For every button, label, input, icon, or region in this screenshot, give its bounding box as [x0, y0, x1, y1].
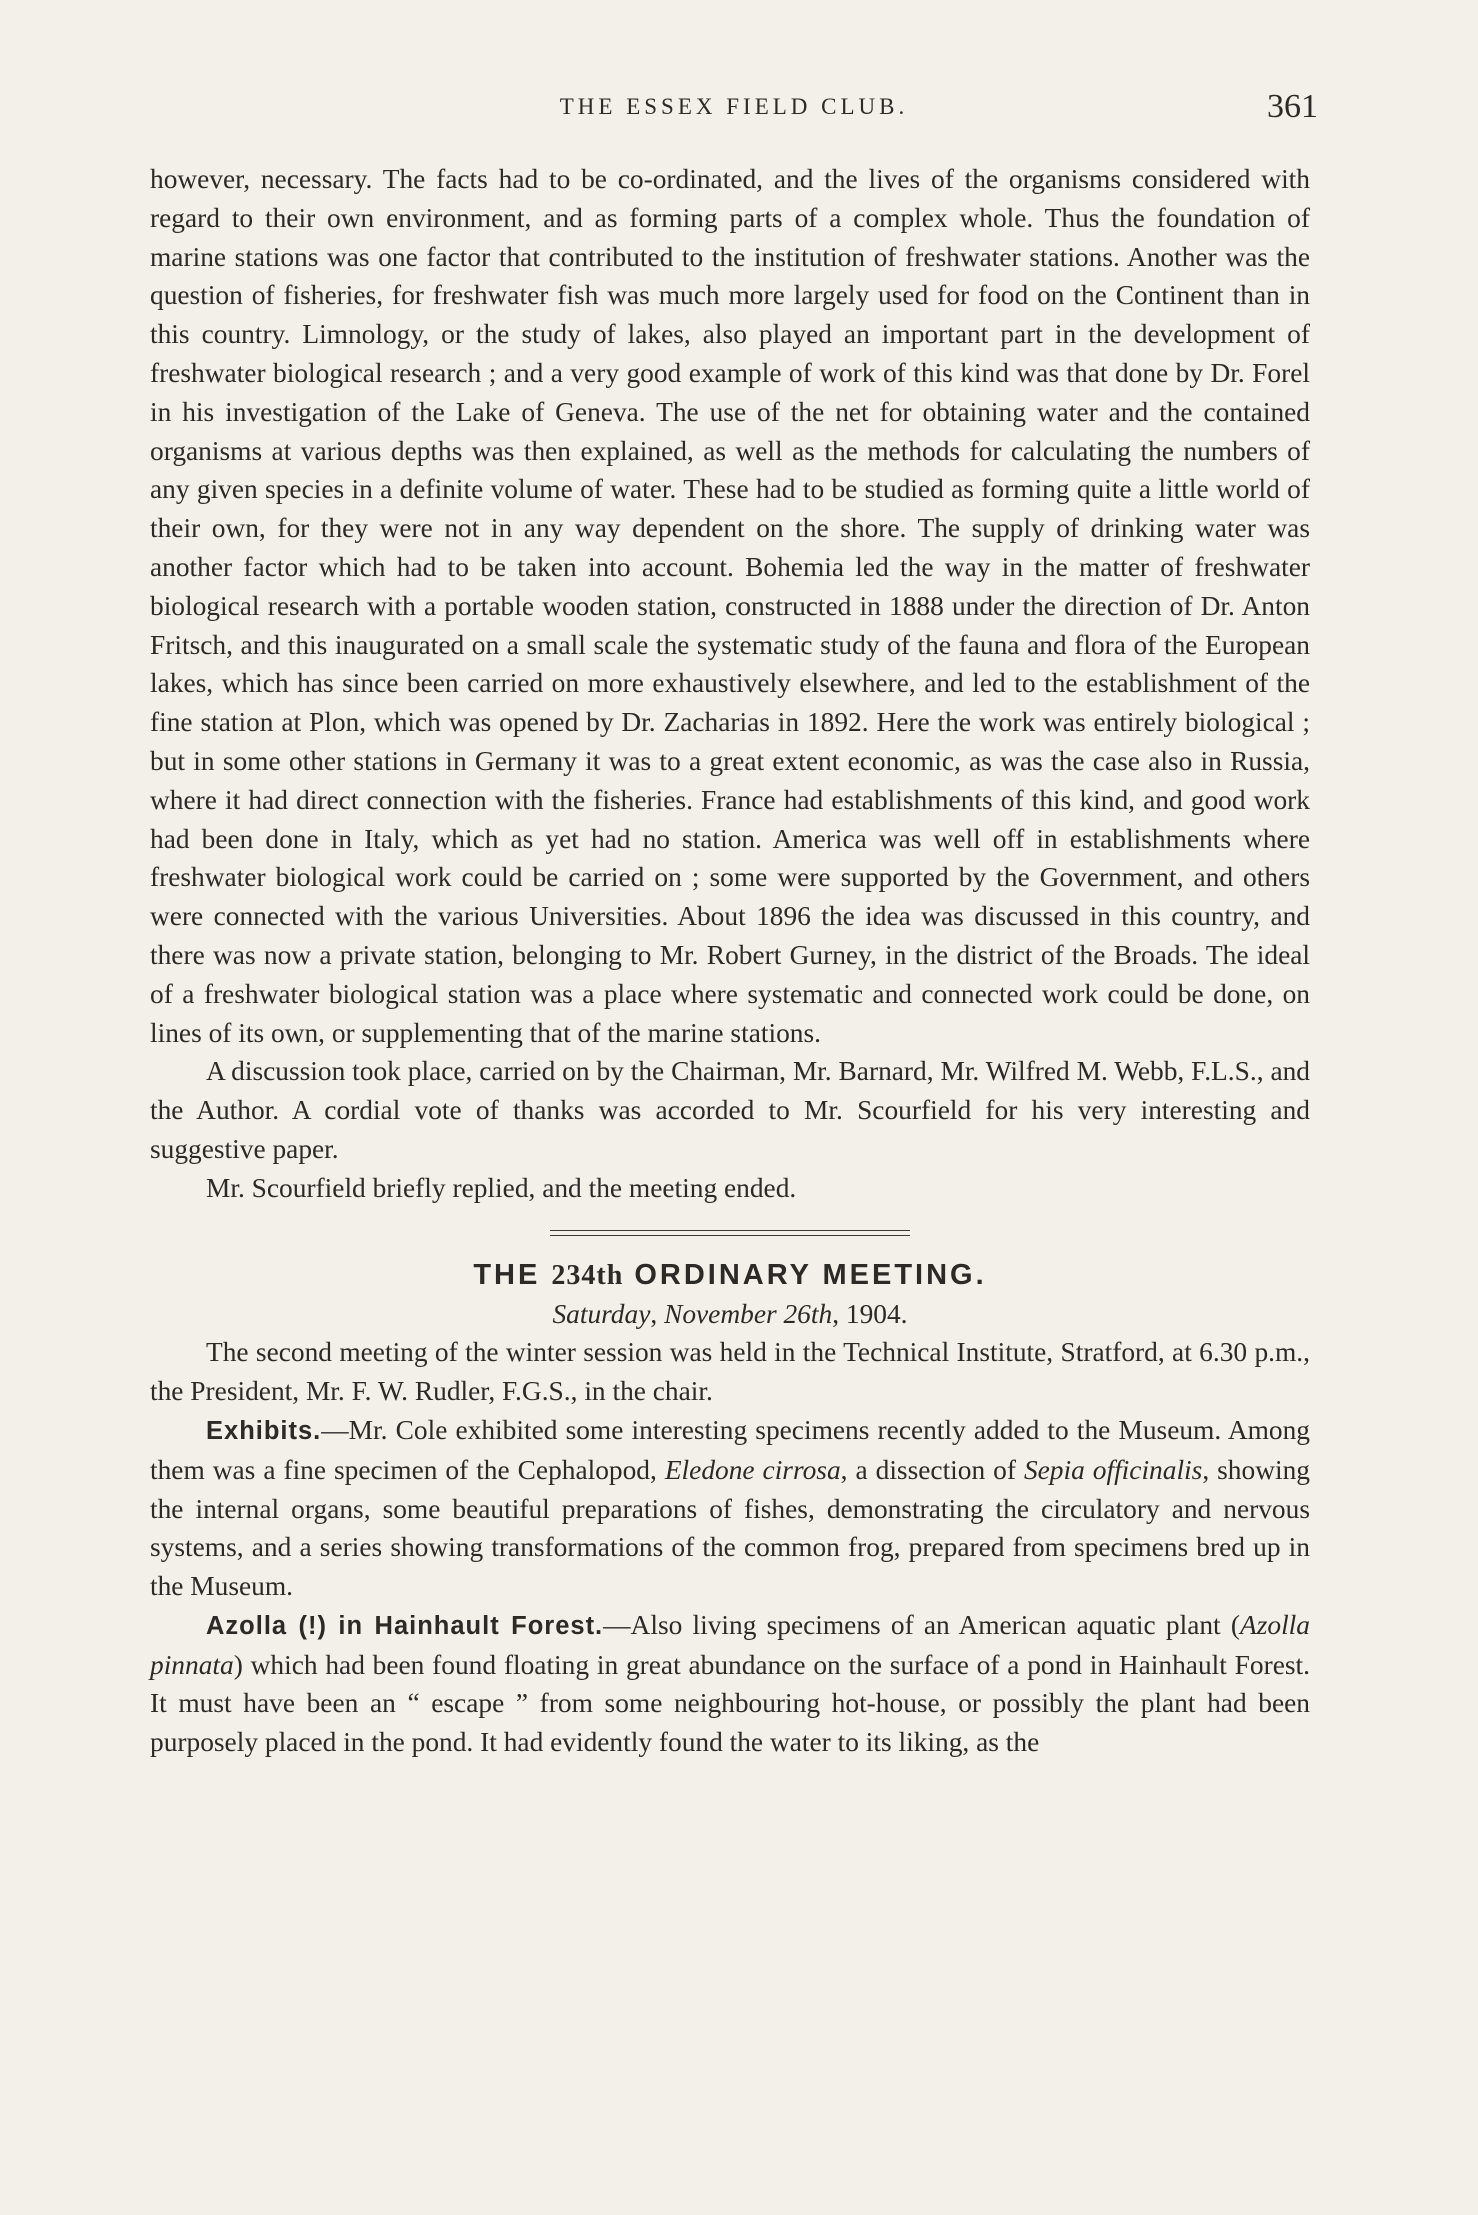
azolla-lead: Azolla (!) in Hainhault Forest. — [206, 1611, 604, 1640]
exhibits-text-a: —Mr. Cole exhibited some interesting specimens recently added to the Museum. Among them was a fine specimen of the Cephalopod, — [150, 1414, 1310, 1485]
species-sepia: Sepia officinalis — [1023, 1454, 1203, 1485]
page-number: 361 — [1267, 88, 1318, 125]
date-month-day: November 26th — [664, 1298, 833, 1329]
running-title: THE ESSEX FIELD CLUB. — [559, 94, 909, 119]
paragraph-intro: The second meeting of the winter session was held in the Technical Institute, Stratford, at 6.30 p.m., the President, Mr. F. W. Rudler, F.G.S., in the chair. — [150, 1337, 1310, 1407]
paragraph-continued: however, necessary. The facts had to be co-ordinated, and the lives of the organisms considered with regard to their own environment, and as forming parts of a complex whole. Thus the foundation of marine stations was one factor that contributed to the institution of freshwater stations. Another was the question of fisheries, for freshwater fish was much more largely used for food on the Continent than in this country. Limnology, or the study of lakes, also played an important part in the development of freshwater biological research ; and a very good example of work of this kind was that done by Dr. Forel in his investigation of the Lake of Geneva. The use of the net for obtaining water and the contained organisms at various depths was then explained, as well as the methods for calculating the numbers of any given species in a definite volume of water. These had to be studied as forming quite a little world of their own, for they were not in any way dependent on the shore. The supply of drinking water was another factor which had to be taken into account. Bohemia led the way in the matter of freshwater biological research with a portable wooden station, constructed in 1888 under the direction of Dr. Anton Fritsch, and this inaugurated on a small scale the systematic study of the fauna and flora of the European lakes, which has since been carried on more exhaustively elsewhere, and led to the establishment of the fine station at Plon, which was opened by Dr. Zacharias in 1892. Here the work was entirely biological ; but in some other stations in Germany it was to a great extent economic, as was the case also in Russia, where it had direct connection with the fisheries. France had establishments of this kind, and good work had been done in Italy, which as yet had no station. America was well off in establishments where freshwater biological work could be carried on ; some were supported by the Government, and others were connected with the various Universities. About 1896 the idea was discussed in this country, and there was now a private station, belonging to Mr. Robert Gurney, in the district of the Broads. The ideal of a freshwater biological station was a place where systematic and connected work could be done, on lines of its own, or supplementing that of the marine stations. — [150, 164, 1310, 1048]
date-day: Saturday — [552, 1298, 651, 1329]
exhibits-lead: Exhibits. — [206, 1416, 322, 1445]
exhibits-text-c: , showing the internal organs, some beautiful preparations of fishes, demonstrating the circulatory and nervous systems, and a series showing transformations of the common frog, prepared from specimens bred up in the Museum. — [150, 1454, 1310, 1602]
species-eledone: Eledone cirrosa — [664, 1454, 841, 1485]
paragraph-azolla — [150, 1606, 1310, 1762]
exhibits-text-b: , a dissection of — [840, 1454, 1024, 1485]
paragraph-discussion: A discussion took place, carried on by the Chairman, Mr. Barnard, Mr. Wilfred M. Webb, F.L.S., and the Author. A cordial vote of thanks was accorded to Mr. Scourfield for his very interesting and suggestive paper. — [150, 1056, 1310, 1164]
azolla-text-b: ) which had been found floating in great abundance on the surface of a pond in Hainhault Forest. It must have been an “ escape ” from some neighbouring hot-house, or possibly the plant had been purposely placed in the pond. It had evidently found the water to its liking, as the — [150, 1649, 1310, 1758]
date-year: 1904. — [845, 1298, 908, 1329]
heading-number: 234th — [551, 1259, 624, 1291]
paragraph-reply: Mr. Scourfield briefly replied, and the meeting ended. — [206, 1172, 797, 1203]
body-text — [150, 160, 1310, 1762]
species-azolla: Azolla pinnata — [150, 1609, 1310, 1680]
double-rule — [550, 1230, 910, 1236]
paragraph-exhibits — [150, 1411, 1310, 1606]
section-divider — [150, 1230, 1310, 1236]
section-heading — [150, 1256, 1310, 1295]
azolla-text-a: —Also living specimens of an American aquatic plant ( — [603, 1609, 1240, 1640]
meeting-date: Saturday, November 26th, 1904. — [552, 1298, 908, 1329]
running-head — [150, 88, 1318, 132]
heading-title: ORDINARY MEETING. — [634, 1258, 987, 1291]
heading-the: THE — [473, 1258, 541, 1291]
